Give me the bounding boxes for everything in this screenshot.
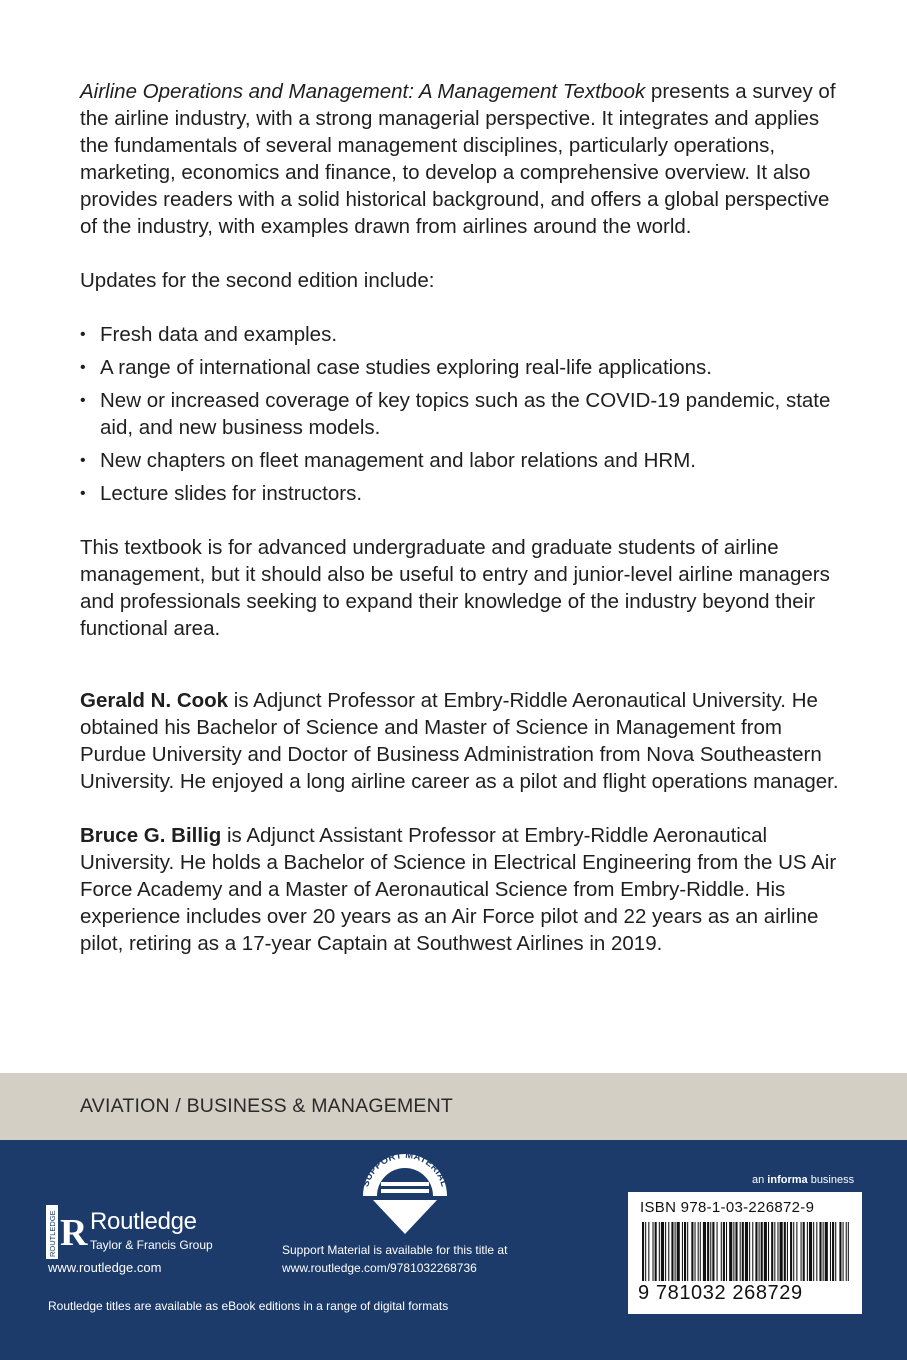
author-bio-cook	[80, 687, 840, 795]
list-item: • New or increased coverage of key topics such as the COVID-19 pandemic, state aid, and new business models.	[80, 387, 840, 441]
support-material-badge-icon	[355, 1152, 455, 1236]
author-bio-billig	[80, 822, 840, 957]
publisher-website[interactable]: www.routledge.com	[48, 1260, 162, 1275]
author-bio-text: is Adjunct Assistant Professor at Embry-Riddle Aeronautical University. He holds a Bachelor of Science in Electrical Engineering from the US Air Force Academy and a Master of Aeronautical Science from Embry-Riddle. His experience includes over 20 years as an Air Force pilot and 22 years as an airline pilot, retiring as a 17-year Captain at Southwest Airlines in 2019.	[80, 824, 837, 955]
informa-prefix: an	[752, 1174, 768, 1186]
informa-brand: informa	[767, 1174, 808, 1186]
logo-letter: R	[60, 1212, 88, 1254]
publisher-group: Taylor & Francis Group	[90, 1238, 213, 1252]
category-band	[0, 1073, 907, 1140]
isbn-barcode-box	[628, 1192, 862, 1314]
updates-list	[80, 321, 840, 507]
intro-text: presents a survey of the airline industry, with a strong managerial perspective. It integrates and applies the fundamentals of several management disciplines, particularly operations, marketing, economics and finance, to develop a comprehensive overview. It also provides readers with a solid historical background, and offers a global perspective of the industry, with examples drawn from airlines around the world.	[80, 80, 836, 238]
routledge-logo-icon	[46, 1205, 88, 1259]
list-item: • Fresh data and examples.	[80, 321, 840, 348]
isbn-digits: 9 781032 268729	[638, 1281, 852, 1305]
informa-tagline	[752, 1174, 854, 1186]
ebook-note: Routledge titles are available as eBook editions in a range of digital formats	[48, 1299, 449, 1313]
support-material-note	[282, 1241, 532, 1277]
support-badge-text: SUPPORT MATERIAL	[360, 1152, 450, 1189]
author-name: Bruce G. Billig	[80, 824, 222, 847]
audience-paragraph: This textbook is for advanced undergraduate and graduate students of airline management, but it should also be useful to entry and junior-level airline managers and professionals seeking to expand their knowledge of the industry beyond their functional area.	[80, 536, 830, 640]
informa-suffix: business	[807, 1174, 855, 1186]
back-cover-description	[80, 78, 840, 984]
intro-paragraph	[80, 78, 840, 240]
support-line: Support Material is available for this title at	[282, 1243, 508, 1257]
support-link[interactable]: www.routledge.com/9781032268736	[282, 1261, 477, 1275]
list-item: • A range of international case studies exploring real-life applications.	[80, 354, 840, 381]
author-bio-text: is Adjunct Professor at Embry-Riddle Aeronautical University. He obtained his Bachelor of Science and Master of Science in Management from Purdue University and Doctor of Business Administration from Nova Southeastern University. He enjoyed a long airline career as a pilot and flight operations manager.	[80, 689, 839, 793]
publisher-footer	[0, 1140, 907, 1360]
book-title: Airline Operations and Management: A Management Textbook	[80, 80, 646, 103]
logo-vertical-text: ROUTLEDGE	[48, 1210, 57, 1257]
publisher-logo	[90, 1208, 213, 1252]
list-item: • New chapters on fleet management and labor relations and HRM.	[80, 447, 840, 474]
list-item: • Lecture slides for instructors.	[80, 480, 840, 507]
publisher-name: Routledge	[90, 1208, 197, 1235]
subject-category: AVIATION / BUSINESS & MANAGEMENT	[80, 1095, 453, 1117]
isbn-label: ISBN 978-1-03-226872-9	[640, 1199, 815, 1216]
updates-heading: Updates for the second edition include:	[80, 269, 435, 292]
author-name: Gerald N. Cook	[80, 689, 229, 712]
